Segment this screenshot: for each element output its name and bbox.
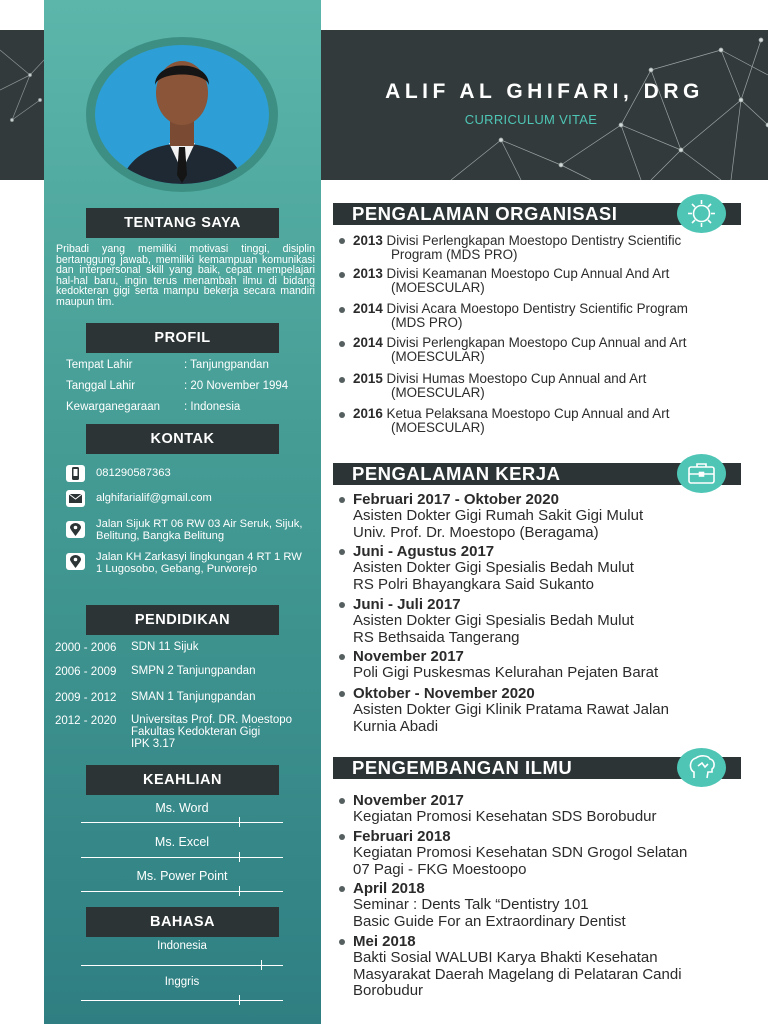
profile-label: Tanggal Lahir [66, 380, 136, 392]
dev-desc-cont: Basic Guide For an Extraordinary Dentist [353, 912, 626, 930]
work-item [353, 492, 753, 541]
skill-name: Ms. Word [155, 801, 209, 815]
work-date: November 2017 [353, 648, 464, 665]
work-item [353, 597, 753, 646]
org-desc: Divisi Keamanan Moestopo Cup Annual And Art [386, 266, 670, 281]
org-desc: Divisi Perlengkapan Moestopo Cup Annual and Art [386, 335, 687, 350]
list-bullet [339, 886, 345, 892]
list-bullet [339, 939, 345, 945]
work-heading: PENGALAMAN KERJA [352, 463, 561, 484]
briefcase-icon [677, 454, 726, 493]
skill-level-marker [239, 852, 241, 862]
sidebar [44, 0, 321, 1024]
mail-icon [66, 490, 85, 507]
dev-desc-cont: 07 Pagi - FKG Moestoopo [353, 860, 527, 878]
dev-desc: Kegiatan Promosi Kesehatan SDN Grogol Selatan [353, 844, 688, 862]
list-bullet [339, 798, 345, 804]
skill-level-marker [239, 886, 241, 896]
dev-date: April 2018 [353, 880, 425, 897]
work-item [353, 544, 753, 593]
skill-bar [81, 891, 283, 892]
org-year: 2015 [353, 371, 383, 386]
skill-level-marker [239, 817, 241, 827]
org-desc-cont: (MDS PRO) [391, 315, 463, 330]
list-bullet [339, 341, 345, 347]
org-item [353, 234, 743, 262]
education-heading: PENDIDIKAN [86, 605, 279, 635]
work-date: Juni - Juli 2017 [353, 596, 461, 613]
about-heading: TENTANG SAYA [86, 208, 279, 238]
list-bullet [339, 412, 345, 418]
header-band-right [321, 30, 768, 180]
org-year: 2014 [353, 335, 383, 350]
org-heading: PENGALAMAN ORGANISASI [352, 203, 618, 224]
work-date: Februari 2017 - Oktober 2020 [353, 491, 559, 508]
education-school: SDN 11 Sijuk [131, 641, 199, 653]
org-desc: Divisi Humas Moestopo Cup Annual and Art [386, 371, 647, 386]
location-icon [66, 521, 85, 538]
dev-item [353, 829, 753, 878]
education-school: SMAN 1 Tanjungpandan [131, 691, 256, 703]
work-role: Asisten Dokter Gigi Rumah Sakit Gigi Mulut [353, 507, 644, 525]
work-place: RS Bethsaida Tangerang [353, 628, 520, 646]
work-item [353, 649, 753, 682]
virus-icon [677, 194, 726, 233]
list-bullet [339, 654, 345, 660]
language-bar [81, 1000, 283, 1001]
work-role: Asisten Dokter Gigi Spesialis Bedah Mulut [353, 559, 634, 577]
contact-address: Jalan Sijuk RT 06 RW 03 Air Seruk, Sijuk, Belitung, Bangka Belitung [96, 518, 303, 542]
org-item [353, 302, 743, 330]
dev-item [353, 881, 753, 930]
education-years: 2006 - 2009 [55, 666, 117, 678]
cv-subtitle: CURRICULUM VITAE [464, 112, 598, 127]
org-desc: Divisi Acara Moestopo Dentistry Scientific Program [386, 301, 688, 316]
work-role: Poli Gigi Puskesmas Kelurahan Pejaten Barat [353, 664, 659, 682]
skill-name: Ms. Power Point [136, 869, 228, 883]
org-item [353, 267, 743, 295]
education-years: 2000 - 2006 [55, 642, 117, 654]
list-bullet [339, 834, 345, 840]
dev-date: November 2017 [353, 792, 464, 809]
list-bullet [339, 602, 345, 608]
languages-heading: BAHASA [86, 907, 279, 937]
list-bullet [339, 691, 345, 697]
work-date: Juni - Agustus 2017 [353, 543, 495, 560]
org-desc-cont: (MOESCULAR) [391, 420, 485, 435]
org-item [353, 336, 743, 364]
work-role: Asisten Dokter Gigi Spesialis Bedah Mulut [353, 612, 634, 630]
org-year: 2013 [353, 266, 383, 281]
education-years: 2012 - 2020 [55, 715, 117, 727]
list-bullet [339, 238, 345, 244]
org-desc-cont: (MOESCULAR) [391, 385, 485, 400]
org-desc-cont: Program (MDS PRO) [391, 247, 518, 262]
work-item [353, 686, 753, 735]
org-item [353, 407, 743, 435]
org-desc-cont: (MOESCULAR) [391, 349, 485, 364]
org-year: 2014 [353, 301, 383, 316]
brain-icon [677, 748, 726, 787]
language-bar [81, 965, 283, 966]
profile-label: Kewarganegaraan [66, 401, 160, 413]
dev-desc: Seminar : Dents Talk “Dentistry 101 [353, 896, 589, 914]
org-item [353, 372, 743, 400]
contact-address: Jalan KH Zarkasyi lingkungan 4 RT 1 RW 1 Lugosobo, Gebang, Purworejo [96, 551, 302, 575]
education-gpa: IPK 3.17 [131, 738, 176, 750]
org-year: 2016 [353, 406, 383, 421]
candidate-name: ALIF AL GHIFARI, DRG [385, 80, 704, 103]
org-desc: Divisi Perlengkapan Moestopo Dentistry Scientific [386, 233, 682, 248]
dev-heading: PENGEMBANGAN ILMU [352, 757, 573, 778]
dev-item [353, 934, 753, 1000]
skills-heading: KEAHLIAN [86, 765, 279, 795]
network-pattern-left [0, 30, 44, 180]
profile-value: : Indonesia [184, 401, 241, 413]
list-bullet [339, 497, 345, 503]
education-years: 2009 - 2012 [55, 692, 117, 704]
dev-date: Februari 2018 [353, 828, 451, 845]
about-text: Pribadi yang memiliki motivasi tinggi, disiplin bertanggung jawab, memiliki kemampuan komunikasi dan interpersonal skill yang baik, cepat mempelajari hal-hal baru, ingin terus menambah ilmu di bidang kedokteran gigi serta mampu bekerja secara mandiri maupun tim. [56, 243, 315, 308]
dev-desc: Bakti Sosial WALUBI Karya Bhakti Kesehatan [353, 949, 658, 967]
language-level-marker [261, 960, 263, 970]
language-level-marker [239, 995, 241, 1005]
list-bullet [339, 272, 345, 278]
skill-bar [81, 822, 283, 823]
dev-date: Mei 2018 [353, 933, 416, 950]
header-band-left [0, 30, 44, 180]
education-faculty: Fakultas Kedokteran Gigi [131, 726, 261, 738]
work-place: Kurnia Abadi [353, 717, 439, 735]
language-name: Inggris [164, 976, 200, 988]
list-bullet [339, 307, 345, 313]
education-school: Universitas Prof. DR. Moestopo [131, 714, 293, 726]
list-bullet [339, 377, 345, 383]
person-silhouette [95, 45, 269, 184]
skill-bar [81, 857, 283, 858]
contact-heading: KONTAK [86, 424, 279, 454]
profile-value: : 20 November 1994 [184, 380, 289, 392]
work-place: Univ. Prof. Dr. Moestopo (Beragama) [353, 523, 599, 541]
location-icon [66, 553, 85, 570]
phone-icon [66, 465, 85, 482]
education-school: SMPN 2 Tanjungpandan [131, 665, 256, 677]
list-bullet [339, 549, 345, 555]
work-date: Oktober - November 2020 [353, 685, 535, 702]
work-place: RS Polri Bhayangkara Said Sukanto [353, 575, 594, 593]
network-pattern-right [321, 30, 768, 180]
language-name: Indonesia [157, 940, 207, 952]
contact-phone: 081290587363 [96, 467, 171, 479]
dev-desc-cont: Masyarakat Daerah Magelang di Pelataran Candi [353, 965, 682, 983]
skill-name: Ms. Excel [154, 835, 210, 849]
contact-email: alghifarialif@gmail.com [96, 492, 212, 504]
org-year: 2013 [353, 233, 383, 248]
profile-label: Tempat Lahir [66, 359, 133, 371]
org-desc: Ketua Pelaksana Moestopo Cup Annual and Art [386, 406, 670, 421]
dev-desc: Kegiatan Promosi Kesehatan SDS Borobudur [353, 808, 657, 826]
org-desc-cont: (MOESCULAR) [391, 280, 485, 295]
dev-desc-cont: Borobudur [353, 982, 424, 1000]
work-role: Asisten Dokter Gigi Klinik Pratama Rawat Jalan [353, 701, 669, 719]
profile-heading: PROFIL [86, 323, 279, 353]
profile-value: : Tanjungpandan [184, 359, 269, 371]
portrait-photo [95, 45, 269, 184]
dev-item [353, 793, 753, 826]
